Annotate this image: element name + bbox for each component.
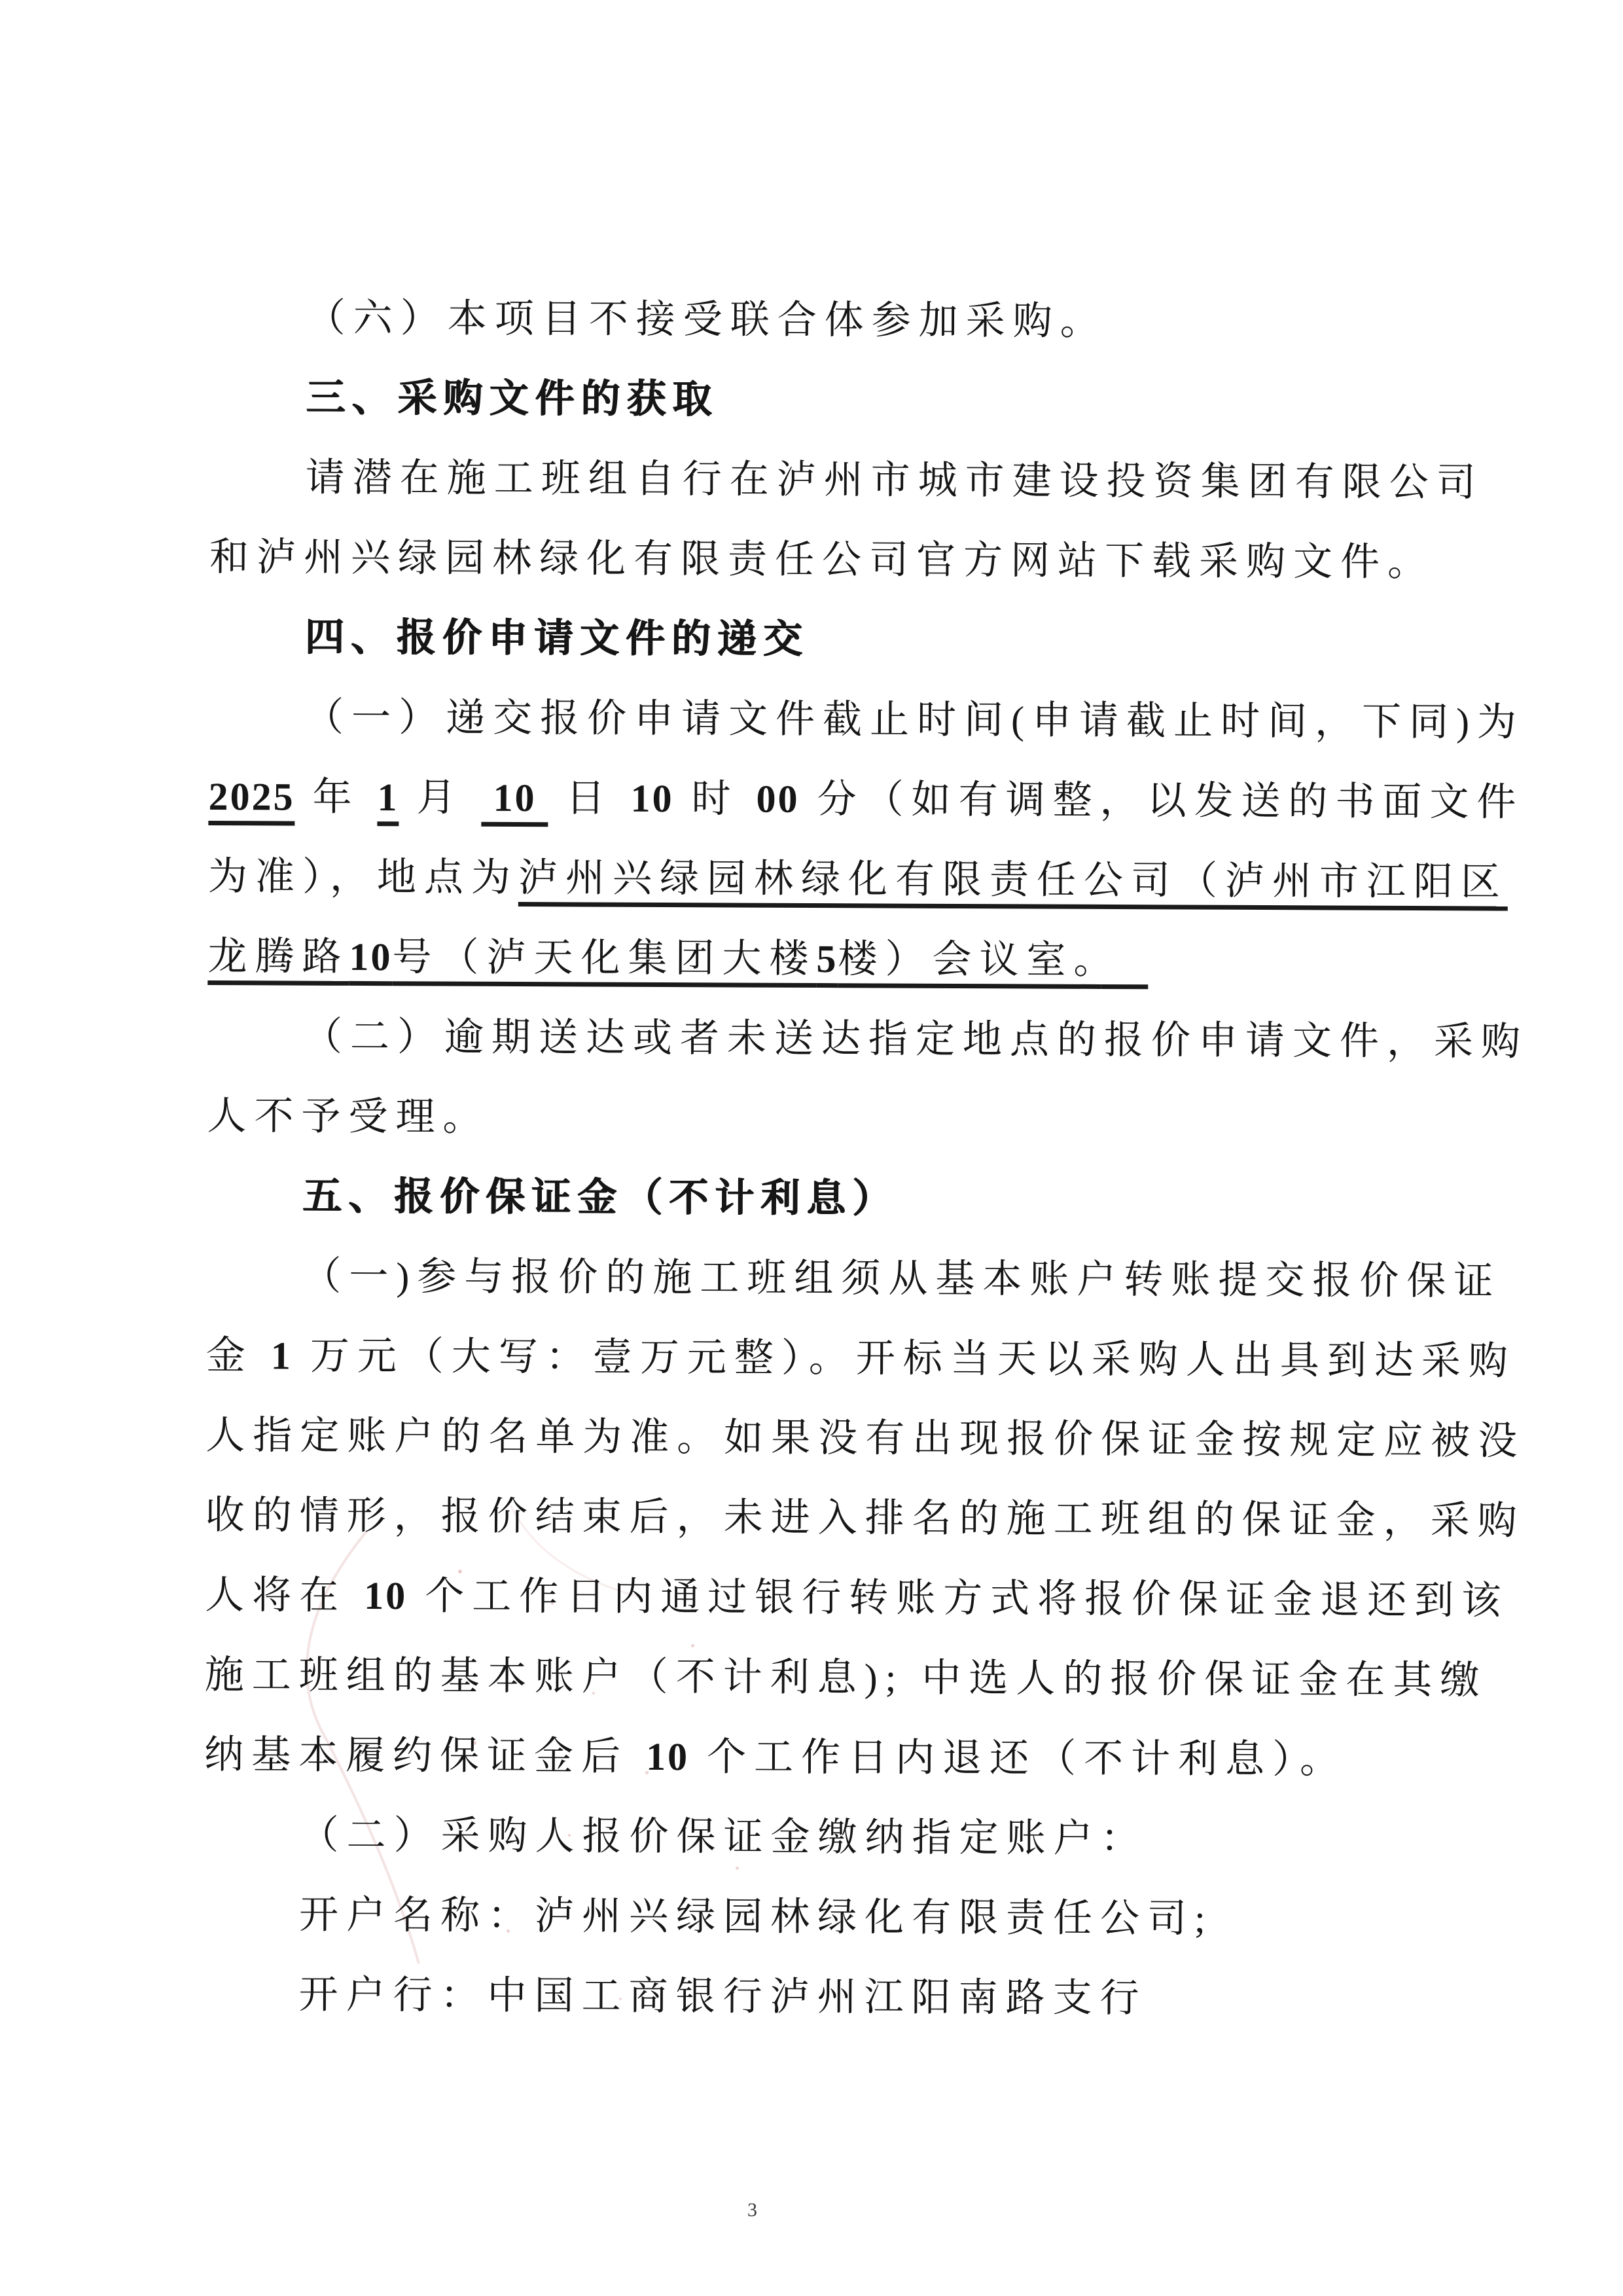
page-number: 3: [747, 2199, 757, 2221]
text-segment: 人将在: [205, 1573, 365, 1618]
text-line: [206, 1236, 1501, 1321]
text-segment: 请潜在施工班组自行在泸州市城市建设投资集团有限公司: [305, 456, 1484, 505]
text-line: [205, 1395, 1525, 1480]
text-segment: 00: [756, 777, 800, 821]
text-segment: 万元（大写：壹万元整）。开标当天以采购人出具到达采购: [292, 1334, 1516, 1383]
underlined-text-segment: 1: [377, 776, 399, 826]
text-segment: （一)参与报价的施工班组须从基本账户转账提交报价保证: [302, 1254, 1501, 1303]
text-line: [204, 1795, 1441, 1880]
heading-line: [207, 1156, 1444, 1241]
underlined-text-segment: [1101, 939, 1148, 989]
text-line: [205, 1555, 1509, 1640]
underlined-text-segment: 龙腾路: [207, 935, 349, 986]
text-segment: 四、报价申请文件的递交: [304, 615, 809, 661]
text-segment: 月: [399, 776, 482, 819]
text-line: [204, 1715, 1442, 1800]
text-segment: 分（如有调整，以发送的书面文件: [799, 777, 1524, 824]
text-line: [209, 677, 1525, 762]
text-line: [209, 517, 1447, 602]
text-line: [208, 757, 1524, 842]
heading-line: [209, 597, 1446, 682]
text-segment: 10: [646, 1734, 690, 1779]
text-segment: 10: [364, 1574, 408, 1618]
heading-line: [210, 357, 1448, 442]
text-segment: （二）逾期送达或者未送达指定地点的报价申请文件，采购: [302, 1014, 1529, 1064]
text-segment: 为准），地点为: [207, 854, 519, 900]
text-line: [207, 1076, 1444, 1161]
underlined-text-segment: 10: [349, 935, 392, 986]
text-line: [210, 278, 1448, 363]
text-segment: （二）采购人报价保证金缴纳指定账户：: [299, 1813, 1148, 1861]
text-segment: 纳基本履约保证金后: [204, 1732, 647, 1778]
text-segment: （六）本项目不接受联合体参加采购。: [306, 296, 1107, 343]
text-line: [205, 1475, 1525, 1560]
text-segment: 三、采购文件的获取: [306, 375, 719, 422]
text-line: [207, 836, 1508, 922]
document-body: [203, 278, 1529, 2039]
underlined-text-segment: 楼）会议室。: [838, 937, 1101, 989]
text-segment: 个工作日内退还（不计利息）。: [689, 1735, 1347, 1782]
underlined-text-segment: 10: [481, 776, 548, 827]
text-segment: 收的情形，报价结束后，未进入排名的施工班组的保证金，采购: [205, 1493, 1525, 1543]
text-line: [209, 437, 1484, 522]
text-line: [204, 1635, 1488, 1720]
text-segment: 年: [294, 775, 378, 819]
text-segment: （一）递交报价申请文件截止时间(申请截止时间，下同)为: [304, 695, 1525, 744]
text-segment: 人指定账户的名单为准。如果没有出现报价保证金按规定应被没: [205, 1413, 1525, 1463]
text-segment: 人不予受理。: [207, 1094, 490, 1139]
text-segment: 日: [548, 776, 631, 820]
text-line: [207, 996, 1529, 1081]
text-segment: 1: [270, 1334, 293, 1378]
text-segment: 施工班组的基本账户（不计利息); 中选人的报价保证金在其缴: [204, 1653, 1488, 1702]
underlined-text-segment: 泸州兴绿园林绿化有限责任公司（泸州市江阳区: [518, 856, 1508, 911]
text-line: [205, 1316, 1516, 1401]
underlined-text-segment: 号（泸天化集团大楼: [392, 935, 816, 988]
underlined-text-segment: 2025: [208, 775, 294, 826]
text-segment: 开户名称：泸州兴绿园林绿化有限责任公司;: [298, 1893, 1213, 1941]
text-segment: 开户行：中国工商银行泸州江阳南路支行: [298, 1973, 1147, 2020]
text-segment: 时: [673, 777, 757, 821]
text-segment: 五、报价保证金（不计利息）: [302, 1174, 899, 1221]
text-line: [204, 1874, 1441, 1960]
text-line: [207, 916, 1445, 1001]
text-segment: 金: [205, 1333, 271, 1378]
text-segment: 个工作日内通过银行转账方式将报价保证金退还到该: [407, 1574, 1509, 1623]
text-line: [203, 1954, 1440, 2039]
text-segment: 10: [630, 776, 674, 821]
underlined-text-segment: 5: [816, 937, 838, 988]
text-segment: 和泸州兴绿园林绿化有限责任公司官方网站下载采购文件。: [209, 535, 1435, 584]
